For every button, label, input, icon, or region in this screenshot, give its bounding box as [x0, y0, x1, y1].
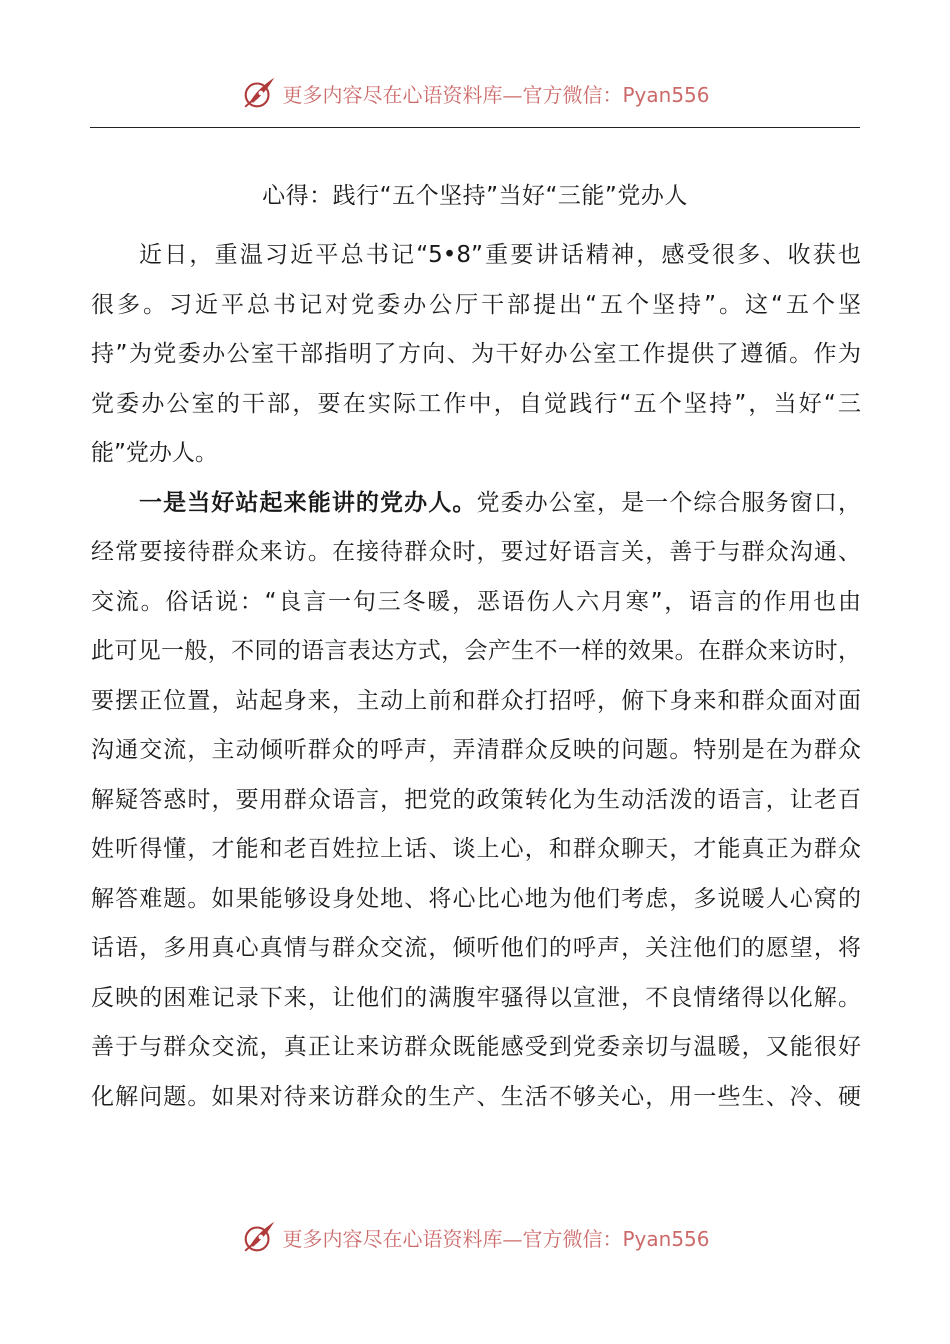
paragraph-line: [91, 479, 861, 529]
paragraph-line: 近日，重温习近平总书记“5•8”重要讲话精神，感受很多、收获也: [139, 242, 861, 268]
paragraph-line: 善于与群众交流，真正让来访群众既能感受到党委亲切与温暖，又能很好: [91, 1034, 861, 1060]
paragraph-line: 话语，多用真心真情与群众交流，倾听他们的呼声，关注他们的愿望，将: [91, 935, 861, 961]
quill-logo-icon: [240, 74, 278, 112]
paragraph-line: 反映的困难记录下来，让他们的满腹牢骚得以宣泄，不良情绪得以化解。: [91, 984, 861, 1011]
paragraph-line: 此可见一般，不同的语言表达方式，会产生不一样的效果。在群众来访时，: [91, 638, 861, 664]
paragraph-line: 很多。习近平总书记对党委办公厅干部提出“五个坚持”。这“五个坚: [91, 291, 861, 318]
paragraph-line: 经常要接待群众来访。在接待群众时，要过好语言关，善于与群众沟通、: [91, 539, 861, 565]
quill-logo-icon: [240, 1218, 278, 1256]
paragraph-line: 化解问题。如果对待来访群众的生产、生活不够关心，用一些生、冷、硬: [91, 1083, 861, 1110]
footer-watermark-text: [282, 1223, 709, 1252]
paragraph-line: 党委办公室的干部，要在实际工作中，自觉践行“五个坚持”，当好“三: [91, 390, 861, 417]
header-watermark-label: 更多内容尽在心语资料库—官方微信：: [282, 82, 623, 107]
paragraph-line: 交流。俗话说：“良言一句三冬暖，恶语伤人六月寒”，语言的作用也由: [91, 588, 861, 615]
paragraph-line: 解疑答惑时，要用群众语言，把党的政策转化为生动活泼的语言，让老百: [91, 786, 861, 813]
document-body: [91, 231, 861, 1122]
paragraph-line: 能”党办人。: [91, 440, 218, 466]
footer-contact-id: Pyan556: [622, 1226, 710, 1251]
section-heading: 一是当好站起来能讲的党办人。: [139, 489, 477, 516]
paragraph-line: 解答难题。如果能够设身处地、将心比心地为他们考虑，多说暖人心窝的: [91, 885, 861, 912]
header-watermark: [0, 68, 950, 118]
paragraph-line: 沟通交流，主动倾听群众的呼声，弄清群众反映的问题。特别是在为群众: [91, 737, 861, 763]
footer-watermark: [0, 1212, 950, 1262]
header-divider: [90, 127, 860, 128]
paragraph-line: 持”为党委办公室干部指明了方向、为干好办公室工作提供了遵循。作为: [91, 341, 861, 367]
document-title: 心得：践行“五个坚持”当好“三能”党办人: [262, 183, 688, 209]
paragraph-line: 要摆正位置，站起身来，主动上前和群众打招呼，俯下身来和群众面对面: [91, 687, 861, 714]
header-watermark-text: [282, 79, 709, 108]
header-contact-id: Pyan556: [622, 82, 710, 107]
section-heading-rest: 党委办公室，是一个综合服务窗口，: [476, 489, 862, 516]
paragraph-line: 姓听得懂，才能和老百姓拉上话、谈上心，和群众聊天，才能真正为群众: [91, 836, 861, 862]
footer-watermark-label: 更多内容尽在心语资料库—官方微信：: [282, 1226, 623, 1251]
